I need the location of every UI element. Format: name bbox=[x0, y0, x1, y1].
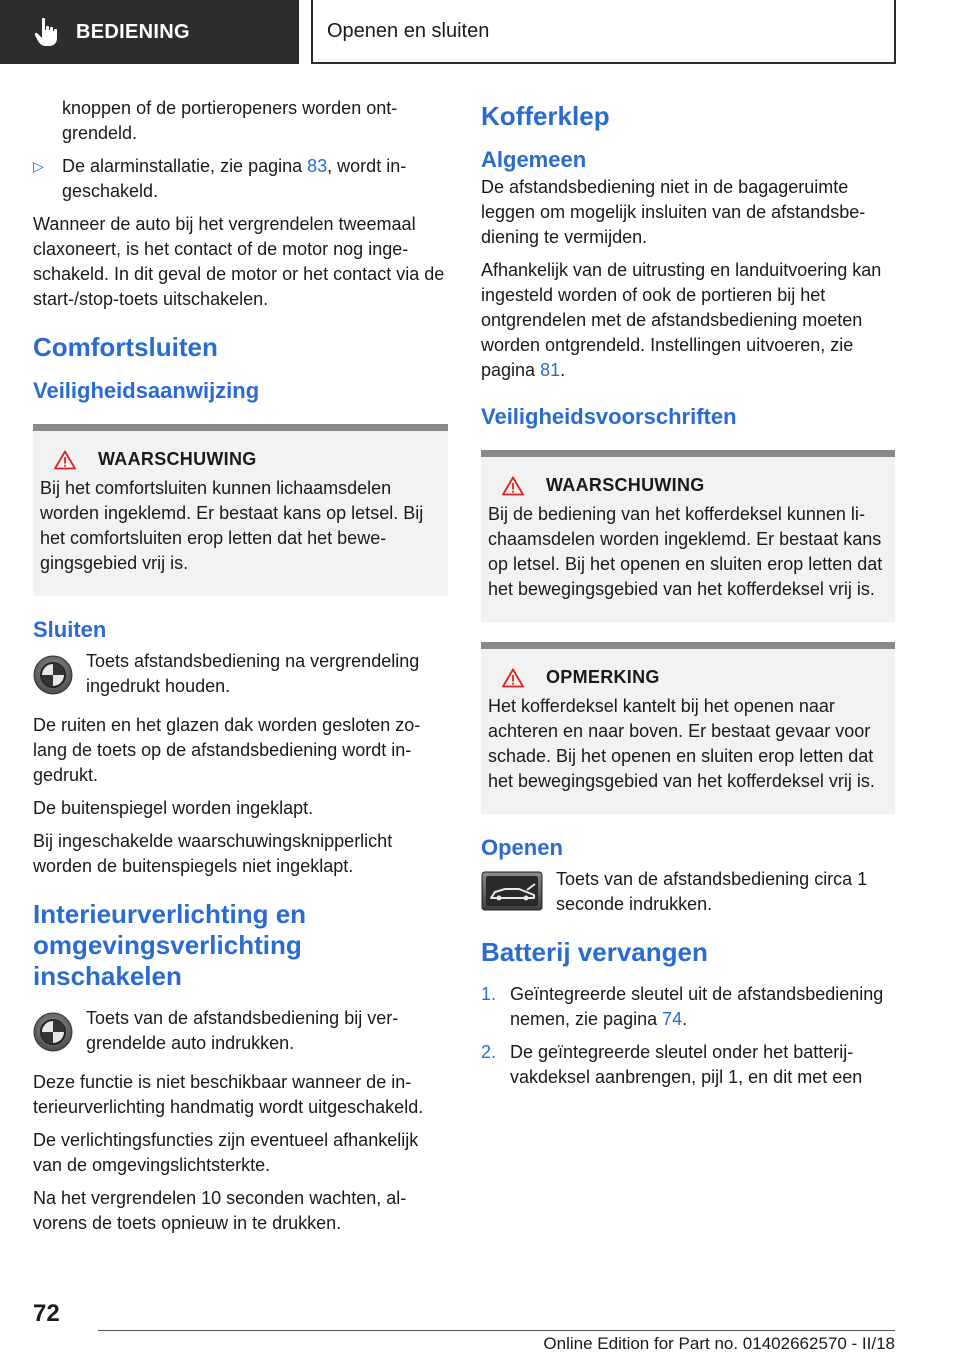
close-instruction: Toets afstandsbediening na vergrendeling ingedrukt houden. bbox=[86, 651, 420, 696]
triangle-bullet-icon: ▷ bbox=[33, 158, 44, 174]
warning-box-comfort bbox=[33, 424, 448, 596]
footer-divider bbox=[98, 1330, 895, 1331]
paragraph-not-available: Deze functie is niet beschikbaar wanneer de interieurverlichting handmatig wordt uitgeschakeld. bbox=[33, 1072, 424, 1117]
interior-instruction: Toets van de afstandsbediening bij vergrendelde auto indrukken. bbox=[86, 1008, 399, 1053]
step-number: 1. bbox=[481, 984, 497, 1004]
paragraph-mirror: De buitenspiegel worden ingeklapt. bbox=[33, 798, 314, 818]
paragraph-hazard: Bij ingeschakelde waarschuwingsknipperlicht worden de buitenspiegels niet ingeklapt. bbox=[33, 831, 393, 876]
icon-row-close bbox=[33, 649, 448, 699]
paragraph-windows: De ruiten en het glazen dak worden gesloten zolang de toets op de afstandsbediening wordt ingedrukt. bbox=[33, 715, 421, 785]
section-name: BEDIENING bbox=[76, 20, 190, 43]
heading-interior-lighting: Interieurverlichting en omgevingsverlichting inschakelen bbox=[33, 899, 307, 991]
continued-bullet-text: knoppen of de portieropeners worden ontgrendeld. bbox=[62, 98, 398, 143]
open-instruction: Toets van de afstandsbediening circa 1 seconde indrukken. bbox=[556, 869, 868, 914]
edition-text: Online Edition for Part no. 01402662570 - II/18 bbox=[543, 1334, 895, 1353]
page-number: 72 bbox=[33, 1300, 60, 1327]
heading-algemeen: Algemeen bbox=[481, 147, 587, 172]
unlock-key-button-icon bbox=[33, 1012, 73, 1052]
paragraph-general-1: De afstandsbediening niet in de bagageruimte leggen om mogelijk insluiten van de afstandsbediening te vermijden. bbox=[481, 177, 866, 247]
icon-row-open bbox=[481, 867, 895, 917]
paragraph-claxon: Wanneer de auto bij het vergrendelen tweemaal claxoneert, is het contact of de motor nog ingeschakeld. In dit geval de motor or het contact via de start-/stop-toets uitschakelen. bbox=[33, 214, 445, 309]
heading-veiligheidsvoorschriften: Veiligheidsvoorschriften bbox=[481, 404, 737, 429]
chapter-title: Openen en sluiten bbox=[327, 19, 490, 42]
warning-box-trunk bbox=[481, 450, 895, 622]
icon-row-interior bbox=[33, 1006, 448, 1056]
warning-label: WAARSCHUWING bbox=[546, 475, 705, 495]
left-column bbox=[33, 96, 448, 1244]
hand-pointer-icon bbox=[34, 17, 60, 47]
step-2-text: De geïntegreerde sleutel onder het batterijvakdeksel aanbrengen, pijl 1, en dit met een bbox=[510, 1042, 863, 1087]
right-column bbox=[481, 96, 895, 1098]
heading-batterij-vervangen: Batterij vervangen bbox=[481, 937, 708, 967]
warning-triangle-icon bbox=[502, 668, 524, 688]
lock-key-button-icon bbox=[33, 655, 73, 695]
page-link-74[interactable]: 74 bbox=[662, 1009, 683, 1029]
step-1: 1. Geïntegreerde sleutel uit de afstandsbediening nemen, zie pagina 74. bbox=[481, 982, 895, 1032]
heading-kofferklep: Kofferklep bbox=[481, 101, 610, 131]
paragraph-general-2: Afhankelijk van de uitrusting en landuitvoering kan ingesteld worden of ook de portieren bij het ontgrendelen met de afstandsbediening moeten worden ontgrendeld. Instellingen uitvoeren, zie pagina 81. bbox=[481, 260, 882, 380]
paragraph-wait: Na het vergrendelen 10 seconden wachten, alvorens de toets opnieuw in te drukken. bbox=[33, 1188, 407, 1233]
note-text: Het kofferdeksel kantelt bij het openen naar achteren en naar boven. Er bestaat gevaar voor schade. Bij het openen en sluiten erop letten dat het bewegingsgebied van het kofferdeksel vrij is. bbox=[488, 696, 875, 791]
trunk-key-button-icon bbox=[481, 871, 543, 911]
heading-openen: Openen bbox=[481, 835, 563, 860]
bullet-alarm: ▷ De alarminstallatie, zie pagina 83, wordt ingeschakeld. bbox=[33, 154, 448, 204]
warning-label: WAARSCHUWING bbox=[98, 449, 257, 469]
heading-comfortsluiten: Comfortsluiten bbox=[33, 332, 218, 362]
heading-sluiten: Sluiten bbox=[33, 617, 107, 642]
header-section-tab bbox=[0, 0, 299, 64]
step-number: 2. bbox=[481, 1042, 497, 1062]
warning-triangle-icon bbox=[502, 476, 524, 496]
warning-triangle-icon bbox=[54, 450, 76, 470]
note-label: OPMERKING bbox=[546, 667, 660, 687]
page-link-83[interactable]: 83 bbox=[307, 156, 328, 176]
paragraph-dependent: De verlichtingsfuncties zijn eventueel afhankelijk van de omgevingslichtsterkte. bbox=[33, 1130, 419, 1175]
warning-text: Bij het comfortsluiten kunnen lichaamsdelen worden ingeklemd. Er bestaat kans op letsel. Bij het comfortsluiten erop letten dat het bewegingsgebied vrij is. bbox=[40, 478, 424, 573]
step-2 bbox=[481, 1040, 895, 1090]
warning-text: Bij de bediening van het kofferdeksel kunnen lichaamsdelen worden ingeklemd. Er bestaat kans op letsel. Bij het openen en sluiten erop letten dat het bewegingsgebied van het kofferdeksel vrij is. bbox=[488, 504, 883, 599]
page-link-81[interactable]: 81 bbox=[540, 360, 561, 380]
note-box-trunk bbox=[481, 642, 895, 814]
header-title-box bbox=[311, 0, 896, 64]
heading-veiligheidsaanwijzing: Veiligheidsaanwijzing bbox=[33, 378, 260, 403]
